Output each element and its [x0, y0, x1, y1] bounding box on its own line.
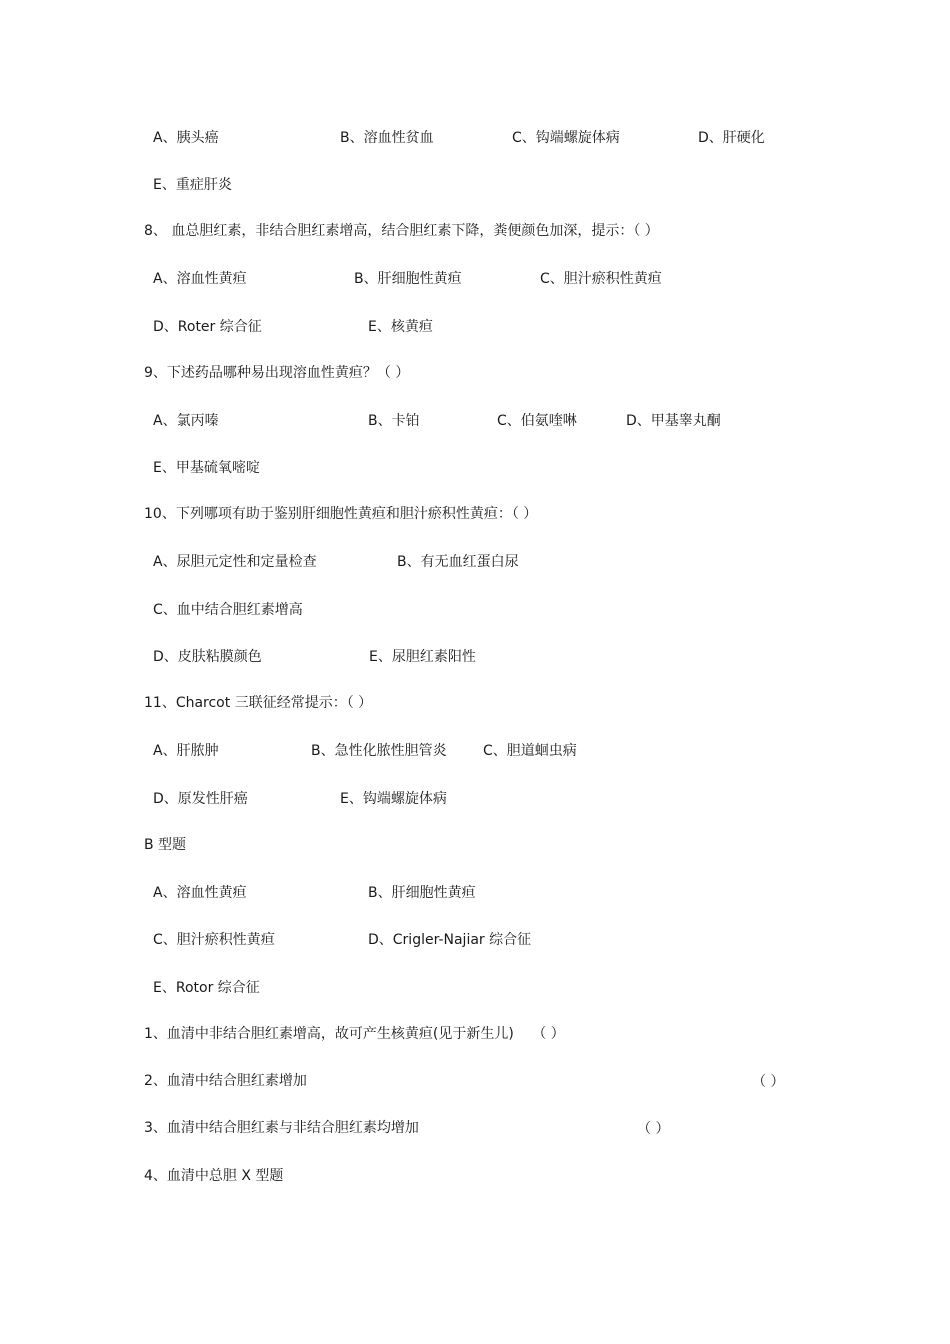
q8-option-c: C、胆汁瘀积性黄疸	[540, 271, 662, 287]
q11-option-e: E、钩端螺旋体病	[340, 791, 447, 807]
b-item-3: 3、血清中结合胆红素与非结合胆红素均增加	[144, 1120, 419, 1136]
q7-option-d: D、肝硬化	[698, 130, 765, 146]
q7-option-c: C、钩端螺旋体病	[512, 130, 620, 146]
question-8: 8、 血总胆红素，非结合胆红素增高，结合胆红素下降，粪便颜色加深，提示：（ ）	[144, 223, 659, 239]
b-option-c: C、胆汁瘀积性黄疸	[153, 932, 275, 948]
q11-option-c: C、胆道蛔虫病	[483, 743, 577, 759]
b-item-1-paren: （ ）	[532, 1026, 565, 1042]
q10-option-d: D、皮肤粘膜颜色	[153, 649, 262, 665]
b-item-2: 2、血清中结合胆红素增加	[144, 1073, 307, 1089]
b-option-e: E、Rotor 综合征	[153, 980, 260, 996]
q8-option-e: E、核黄疸	[368, 319, 433, 335]
section-title-b: B 型题	[144, 837, 187, 853]
q8-option-a: A、溶血性黄疸	[153, 271, 247, 287]
b-option-d: D、Crigler-Najiar 综合征	[368, 932, 532, 948]
b-item-3-paren: （ ）	[637, 1121, 670, 1137]
q9-option-b: B、卡铂	[368, 413, 420, 429]
q9-option-e: E、甲基硫氧嘧啶	[153, 460, 260, 476]
q7-option-a: A、胰头癌	[153, 130, 219, 146]
b-option-b: B、肝细胞性黄疸	[368, 885, 476, 901]
q10-option-e: E、尿胆红素阳性	[369, 649, 476, 665]
q7-option-b: B、溶血性贫血	[340, 130, 434, 146]
question-9: 9、下述药品哪种易出现溶血性黄疸？（ ）	[144, 365, 410, 381]
q9-option-c: C、伯氨喹啉	[497, 413, 577, 429]
question-11: 11、Charcot 三联征经常提示：（ ）	[144, 695, 373, 711]
q11-option-b: B、急性化脓性胆管炎	[311, 743, 447, 759]
q9-option-a: A、氯丙嗪	[153, 413, 219, 429]
q8-option-d: D、Roter 综合征	[153, 319, 262, 335]
b-option-a: A、溶血性黄疸	[153, 885, 247, 901]
q8-option-b: B、肝细胞性黄疸	[354, 271, 462, 287]
b-item-1-text: 1、血清中非结合胆红素增高，故可产生核黄疸(见于新生儿)	[144, 1026, 514, 1042]
q7-option-e: E、重症肝炎	[153, 177, 232, 193]
b-item-2-paren: （ ）	[752, 1074, 785, 1090]
q10-option-a: A、尿胆元定性和定量检查	[153, 554, 317, 570]
b-item-4: 4、血清中总胆 X 型题	[144, 1168, 284, 1184]
b-item-1	[144, 1024, 565, 1044]
question-10: 10、下列哪项有助于鉴别肝细胞性黄疸和胆汁瘀积性黄疸：（ ）	[144, 506, 538, 522]
q11-option-a: A、肝脓肿	[153, 743, 219, 759]
q9-option-d: D、甲基睾丸酮	[626, 413, 721, 429]
q10-option-b: B、有无血红蛋白尿	[397, 554, 519, 570]
q10-option-c: C、血中结合胆红素增高	[153, 602, 303, 618]
q11-option-d: D、原发性肝癌	[153, 791, 248, 807]
